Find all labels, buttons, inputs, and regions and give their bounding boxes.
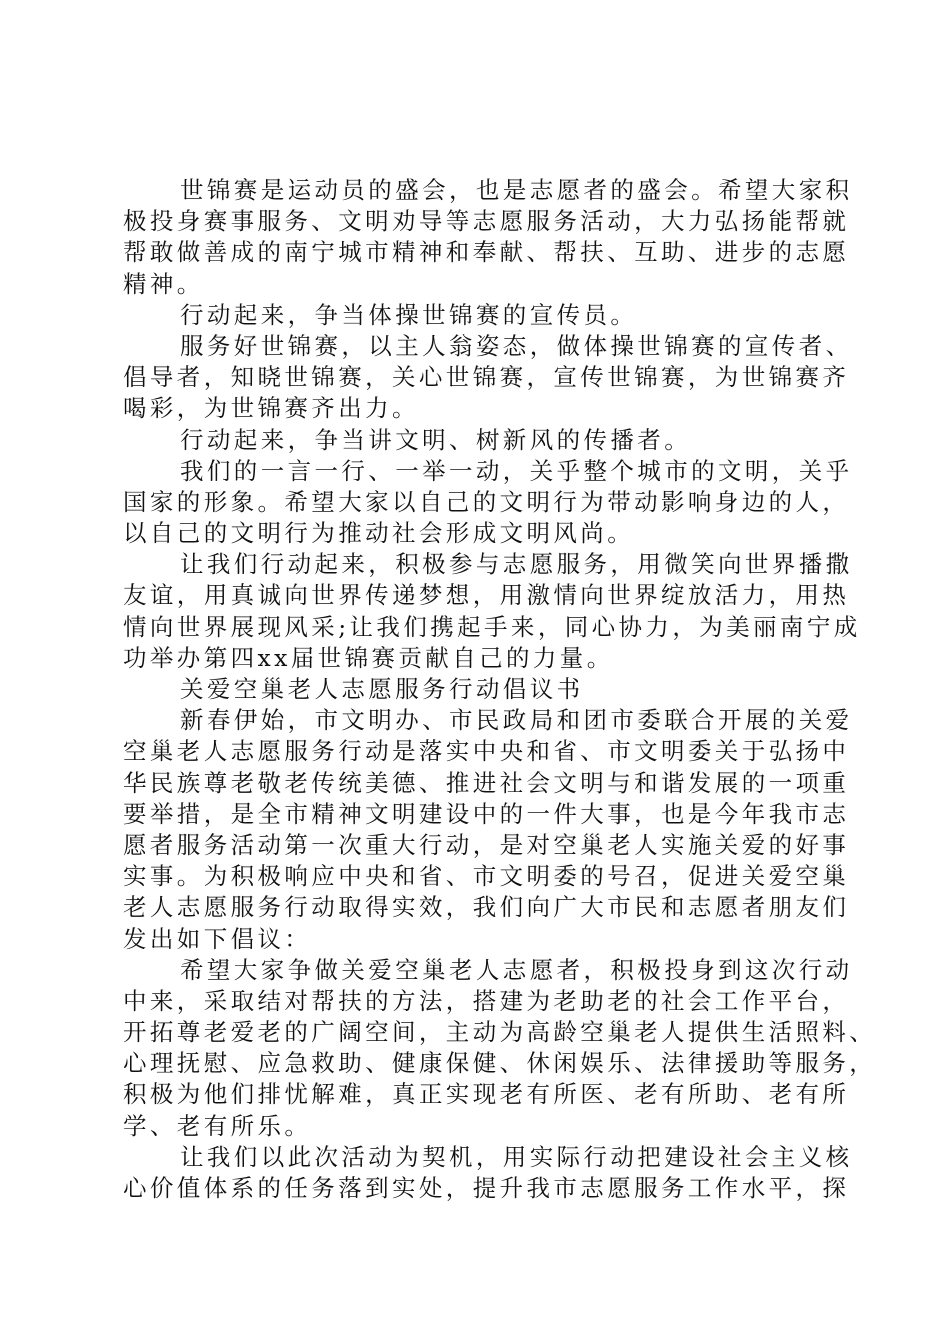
text-line: 世锦赛是运动员的盛会，也是志愿者的盛会。希望大家积 [180,176,853,204]
text-line: 极投身赛事服务、文明劝导等志愿服务活动，大力弘扬能帮就 [123,207,850,236]
text-line: 行动起来，争当讲文明、树新风的传播者。 [180,425,692,454]
text-line: 实事。为积极响应中央和省、市文明委的号召，促进关爱空巢 [123,862,850,891]
text-line: 愿者服务活动第一次重大行动，是对空巢老人实施关爱的好事 [123,830,850,859]
text-line: 要举措，是全市精神文明建设中的一件大事，也是今年我市志 [123,799,850,828]
text-line: 希望大家争做关爱空巢老人志愿者，积极投身到这次行动 [180,955,853,984]
text-line: 我们的一言一行、一举一动，关乎整个城市的文明，关乎 [180,456,853,485]
text-line: 空巢老人志愿服务行动是落实中央和省、市文明委关于弘扬中 [123,737,850,766]
text-line: 老人志愿服务行动取得实效，我们向广大市民和志愿者朋友们 [123,893,850,922]
text-line: 让我们以此次活动为契机，用实际行动把建设社会主义核 [180,1142,853,1171]
text-line: 服务好世锦赛，以主人翁姿态，做体操世锦赛的宣传者、 [180,331,853,360]
text-line: 发出如下倡议： [123,924,312,953]
document-body [123,175,877,1204]
text-line: 以自己的文明行为推动社会形成文明风尚。 [123,519,635,548]
text-line: 精神。 [123,269,204,298]
text-line: 倡导者，知晓世锦赛，关心世锦赛，宣传世锦赛，为世锦赛齐 [123,363,850,392]
text-line: 行动起来，争当体操世锦赛的宣传员。 [180,300,638,329]
text-line: 中来，采取结对帮扶的方法，搭建为老助老的社会工作平台， [123,986,850,1015]
text-line: 喝彩，为世锦赛齐出力。 [123,394,419,423]
text-line: 情向世界展现风采;让我们携起手来，同心协力，为美丽南宁成 [123,612,861,641]
text-line: 学、老有所乐。 [123,1111,312,1140]
text-line: 华民族尊老敬老传统美德、推进社会文明与和谐发展的一项重 [123,768,850,797]
text-line: 开拓尊老爱老的广阔空间，主动为高龄空巢老人提供生活照料、 [123,1018,877,1047]
text-line: 心理抚慰、应急救助、健康保健、休闲娱乐、法律援助等服务， [123,1049,877,1078]
text-line: 让我们行动起来，积极参与志愿服务，用微笑向世界播撒 [180,550,853,579]
text-line: 帮敢做善成的南宁城市精神和奉献、帮扶、互助、进步的志愿 [123,238,850,267]
text-line: 功举办第四xx届世锦赛贡献自己的力量。 [123,643,614,672]
text-line: 积极为他们排忧解难，真正实现老有所医、老有所助、老有所 [123,1080,850,1109]
text-line: 国家的形象。希望大家以自己的文明行为带动影响身边的人， [123,487,850,516]
text-line: 心价值体系的任务落到实处，提升我市志愿服务工作水平，探 [123,1174,850,1202]
text-line: 关爱空巢老人志愿服务行动倡议书 [180,675,584,703]
text-line: 新春伊始，市文明办、市民政局和团市委联合开展的关爱 [180,706,853,735]
text-line: 友谊，用真诚向世界传递梦想，用激情向世界绽放活力，用热 [123,581,850,610]
